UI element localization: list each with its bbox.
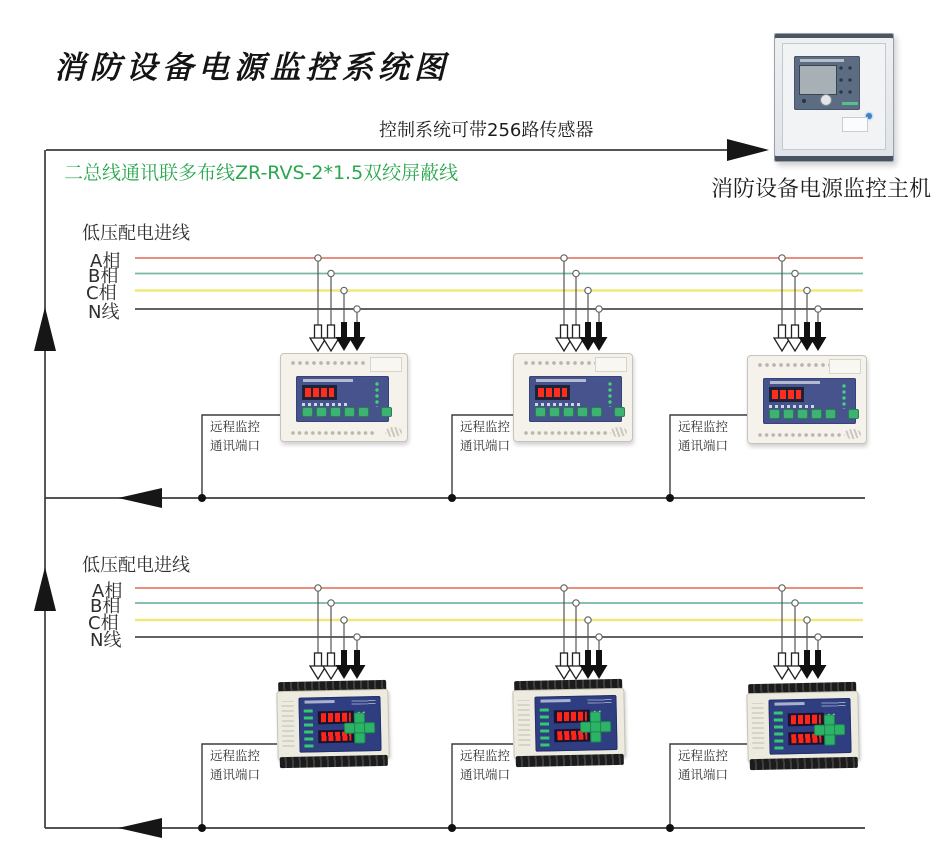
nav-keypad [814,714,846,746]
power-monitor-module-1 [280,353,408,442]
module-panel [296,376,389,422]
buzzer-vent [844,429,861,439]
module-tab [370,357,402,372]
terminal-block [280,755,388,768]
power-sensor-module-2 [512,679,626,767]
panel-text-block [351,699,375,705]
host-indicator-grid [838,65,856,101]
panel-title-bar [303,379,353,382]
status-led-column [304,709,314,747]
host-paper-slot [842,117,868,132]
power-sensor-module-1 [276,680,390,768]
buzzer-vent [610,427,627,437]
module-panel [763,378,856,424]
status-led-column [365,381,381,407]
page-title: 消防设备电源监控系统图 [54,50,450,86]
module-tab [595,357,627,372]
panel-title-bar [775,702,805,706]
power-monitor-module-2 [513,353,633,442]
vent-slots [752,703,765,749]
module-face [512,688,625,759]
status-led-column [598,381,614,407]
comm-trunk [45,150,865,828]
terminal-dots [290,358,366,368]
down-key [824,734,835,745]
bus1-left-arrow [118,488,162,508]
up-arrow-2 [34,567,56,611]
module-panel [534,695,617,752]
module-face [276,689,389,760]
led-display [535,385,570,400]
terminal-dots [757,360,833,370]
panel-title-bar [305,700,335,704]
module-panel [529,376,622,422]
vent-slots [282,701,295,747]
power-sensor-module-3 [746,682,860,770]
scale-marks [302,403,348,406]
scale-marks [535,403,581,406]
status-led-column [774,711,784,749]
terminal-dots [757,430,843,440]
status-led-column [832,383,848,409]
right-key [600,721,611,732]
buzzer-vent [385,427,402,437]
bus-junction-dots [198,494,674,832]
module-panel [298,696,381,753]
phase-lines-section-2 [135,588,863,637]
comm-port-label: 远程监控 通讯端口 [210,419,261,454]
bus2-left-arrow [118,818,162,838]
phase-lines-section-1 [135,258,863,309]
tap-arrows-section-1 [310,322,827,351]
terminal-dots [523,428,609,438]
host-lcd-screen [799,65,837,95]
phase-c-label-2: C相 [88,613,119,634]
sensor-capacity-note: 控制系统可带256路传感器 [379,120,594,141]
comm-port-label: 远程监控 通讯端口 [460,748,511,783]
taps-section-2 [318,592,818,654]
panel-title-bar [770,381,820,384]
host-round-button [820,94,832,106]
tap-arrows-section-2 [310,650,827,679]
nav-keypad [580,711,612,743]
phase-b-label-2: B相 [90,596,121,617]
terminal-block [516,754,624,767]
terminal-dots [523,358,599,368]
panel-buttons [769,409,859,419]
panel-text-block [821,701,845,707]
monitor-host-cabinet [774,33,894,162]
right-key [364,722,375,733]
nav-keypad [344,712,376,744]
comm-port-label: 远程监控 通讯端口 [210,748,261,783]
phase-a-label-1: A相 [90,251,121,272]
phase-c-label-1: C相 [86,283,117,304]
scale-marks [769,405,815,408]
host-door [782,43,886,150]
phase-n-label-2: N线 [90,630,122,651]
feed-label-2: 低压配电进线 [82,555,190,576]
phase-n-label-1: N线 [88,302,120,323]
module-tab [829,359,861,374]
vent-slots [518,700,531,746]
panel-text-block [587,698,611,704]
host-brand-strip [842,102,858,105]
module-panel [768,698,851,755]
comm-port-label: 远程监控 通讯端口 [678,748,729,783]
tap-nodes-section-2 [315,585,821,640]
up-arrow-1 [34,307,56,351]
panel-buttons [535,407,625,417]
panel-title-bar [536,379,586,382]
host-buzzer-dot [802,99,806,103]
terminal-dots [290,428,376,438]
feed-label-1: 低压配电进线 [82,223,190,244]
phase-a-label-2: A相 [92,581,123,602]
down-key [354,732,365,743]
module-face [746,691,859,762]
comm-port-label: 远程监控 通讯端口 [460,419,511,454]
host-panel-title-bar [800,59,844,62]
led-display [769,387,804,402]
panel-title-bar [541,699,571,703]
host-label: 消防设备电源监控主机 [711,177,932,202]
phase-b-label-1: B相 [88,266,119,287]
tap-nodes-section-1 [315,255,821,312]
terminal-block [750,757,858,770]
comm-port-label: 远程监控 通讯端口 [678,419,729,454]
panel-buttons [302,407,392,417]
led-display [302,385,337,400]
status-led-column [540,708,550,746]
bus-wiring-spec-label: 二总线通讯联多布线ZR-RVS-2*1.5双绞屏蔽线 [64,162,459,184]
down-key [590,731,601,742]
right-key [834,724,845,735]
arrow-to-host [727,139,769,161]
taps-section-1 [318,262,818,326]
power-monitor-module-3 [747,355,867,444]
host-control-panel [794,56,860,110]
